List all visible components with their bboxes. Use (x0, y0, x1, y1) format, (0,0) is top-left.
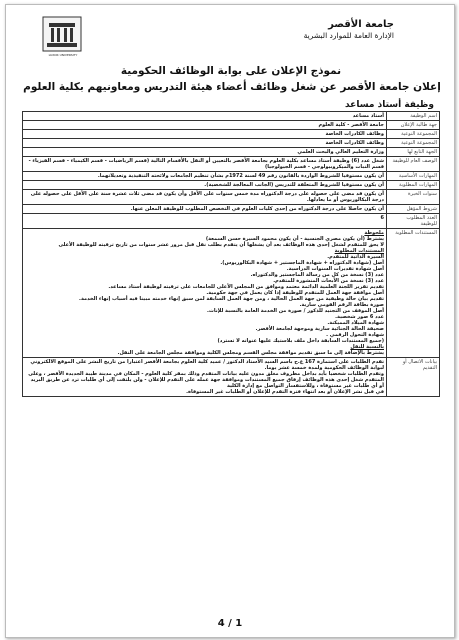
row-value: شغل عدد (6) وظيفة أستاذ مساعد بكلية العلوم بجامعة الأقصر بالتعيين أو النقل بالأقسام التالية (قسم الرياضيات - قسم الكيمياء - قسم الفيزياء - قسم النبات والميكروبيولوجي - قسم الجيولوجيا) (23, 157, 387, 172)
table-row (23, 229, 440, 358)
contact-cell (23, 358, 387, 397)
row-value: أستاذ مساعد (23, 112, 387, 121)
list-item: شهادة الميلاد المميكنة. (327, 320, 384, 326)
table-row (23, 181, 440, 190)
table-row (23, 112, 440, 121)
table-row (23, 121, 440, 130)
table-row (23, 190, 440, 205)
row-label: الوصف العام للوظيفة (387, 157, 440, 172)
list-item: يشترط بالإضافة إلى ما سبق تقديم موافقة مجلس القسم ومجلس الكلية وموافقة مجلس الجامعة على النقل. (117, 350, 384, 356)
row-value: 6 (23, 214, 387, 229)
list-item: تقديم بيان حالة وظيفية من جهة العمل الحالية ، ومن جهة العمل السابقة لمن سبق إنهاء خدمته مبينا فيه أسباب إنهاء الخدمة. (79, 296, 384, 302)
row-label: شروط المؤهل (387, 205, 440, 214)
list-item: تقديم تقرير اللجنة العلمية الدائمة معتمد وموافق من المجلس الأعلى للجامعات على ترقيته لوظيفة أستاذ مساعد. (108, 284, 384, 290)
job-details-table (22, 111, 440, 397)
form-title: نموذج الإعلان على بوابة الوظائف الحكومية (120, 65, 342, 77)
announcement-title: إعلان جامعة الأقصر عن شغل وظائف أعضاء هيئة التدريس ومعاونيهم بكلية العلوم (23, 81, 441, 93)
list-item: أصل شهادة تقديرات السنوات الدراسية. (286, 266, 384, 272)
row-label: العدد المطلوب للوظيفة (387, 214, 440, 229)
row-value: أن يكون حاصلا على درجة الدكتوراه من إحدى كليات العلوم في التخصص المطلوب للوظيفة المعلن عنها. (23, 205, 387, 214)
list-item: السيرة الذاتية للمتقدم. (327, 254, 384, 260)
row-value: أن يكون قد مضى على حصوله على درجة الدكتوراه مدة خمس سنوات على الأقل وأن يكون قد مضى ثلاث عشرة سنة على الأقل على حصوله على درجة البكالوريوس أو ما يعادلها. (23, 190, 387, 205)
page-number: 4 / 1 (217, 618, 243, 629)
row-label: المستندات المطلوبة (387, 229, 440, 358)
row-value: وزارة التعليم العالي والبحث العلمي (23, 148, 387, 157)
row-label: المجموعة النوعية (387, 130, 440, 139)
table-row (23, 205, 440, 214)
list-item: أصل موافقة جهة العمل للمتقدم للوظيفة إذا كان يعمل في جهة حكومية. (206, 290, 384, 296)
row-value: وظائف الكادرات الخاصة (23, 139, 387, 148)
university-name: جامعة الأقصر (328, 19, 394, 30)
list-item: تقدم الطلبات على استمارة 167 ع.ح باسم السيد الأستاذ الدكتور / عميد كلية العلوم بجامعة الأقصر اعتبارا من تاريخ النشر على الموقع الالكتروني لبوابة الوظائف الحكومية ولمدة خمسة عشر يوما. (30, 359, 384, 371)
list-item: أصل (شهادة الدكتوراه + شهادة الماجستير + شهادة البكالوريوس). (220, 260, 384, 266)
job-title: وظيفة أستاذ مساعد (344, 100, 434, 110)
row-value: وظائف الكادرات الخاصة (23, 130, 387, 139)
row-value: جامعة الأقصر - كلية العلوم (23, 121, 387, 130)
table-row (23, 214, 440, 229)
list-item: صورة بطاقة الرقم القومي سارية. (299, 302, 384, 308)
table-row (23, 172, 440, 181)
row-label: بيانات الاتصال أو التقديم (387, 358, 440, 397)
row-label: المهارات الأساسية (387, 172, 440, 181)
list-item: صحيفة الحالة الجنائية سارية وموجهة لجامعة الأقصر. (255, 326, 384, 332)
row-value: أن يكون مستوفيا للشروط الواردة بالقانون رقم 49 لسنة 1972م بشأن تنظيم الجامعات ولائحته التنفيذية وتعديلاتهما. (23, 172, 387, 181)
header (194, 19, 394, 41)
list-item: شهادة التحول الرقمي . (326, 332, 384, 338)
documents-cell (23, 229, 387, 358)
table-row (23, 157, 440, 172)
row-label: اسم الوظيفة (387, 112, 440, 121)
list-item: أصل الموقف من التجنيد للذكور / صورة من الخدمة العامة بالنسبة للإناث. (206, 308, 384, 314)
row-label: المجموعة النوعية (387, 139, 440, 148)
list-item: عدد (3) نسخة من كل من رسالة الماجستير والدكتوراه. (250, 272, 384, 278)
row-value: أن يكون مستوفيا للشروط المتعلقة للتدريس (الجانب المعالجة للشخصية). (23, 181, 387, 190)
documents-section-heading: المستندات المطلوبة (334, 248, 384, 254)
list-item: في قبل نشر الإعلان أو بعد انتهاء فترة التقدم للإعلان أو الطلبات غير المستوفاة. (186, 389, 384, 395)
row-label: المهارات المطلوبة (387, 181, 440, 190)
table-row (23, 139, 440, 148)
list-item: عدد 6 صور شخصية. (335, 314, 384, 320)
documents-note-heading: ملحوظة (364, 230, 384, 236)
list-item: عدد (3) نسخة من الأبحاث المنشورة للمتقدم. (273, 278, 384, 284)
list-item: وتقدم الطلبات شخصيا بأيد بداخل مظروف مغلق مدون عليه بيانات المتقدم وذلك بمقر كلية العلوم - المكان في مدينة طيبة الجديدة الأقصر ، وعلى المتقدم شغل إحدى هذه الوظائف إرفاق جميع المستندات وموافقة جهة عمله على التقدم للإعلان - ولن يلتفت إلى أي طلبات ترد عن طريق البريد أو أي طلبات غير مستوفاة ، وللاستفسار التواصل مع إدارة الكلية (28, 371, 384, 389)
table-row (23, 130, 440, 139)
list-item: يشترط (أن يكون مصري الجنسية - أن يكون محمود السيرة حسن السمعة) (205, 236, 384, 242)
list-item: (جميع المستندات السابقة داخل ملف بلاستيك عليها عنوانه لا تسترد) (217, 338, 384, 344)
row-label: جهة طالبة الإعلان (387, 121, 440, 130)
department-name: الإدارة العامة للموارد البشرية (303, 31, 394, 40)
list-item: لا يحق للمتقدم لشغل إحدى هذه الوظائف بعد أن يشغلها أن يتقدم بطلب نقل قبل مرور عشر سنوات من تاريخ ترقيته للوظيفة الأعلى (58, 242, 384, 248)
transfer-heading: بالنسبة للنقل (350, 344, 384, 350)
document-page (5, 4, 455, 638)
logo-caption: LUXOR UNIVERSITY (48, 53, 78, 57)
university-logo-icon (41, 15, 83, 53)
row-label: الجهة التابع لها (387, 148, 440, 157)
table-row (23, 358, 440, 397)
row-label: سنوات الخبرة (387, 190, 440, 205)
table-row (23, 148, 440, 157)
